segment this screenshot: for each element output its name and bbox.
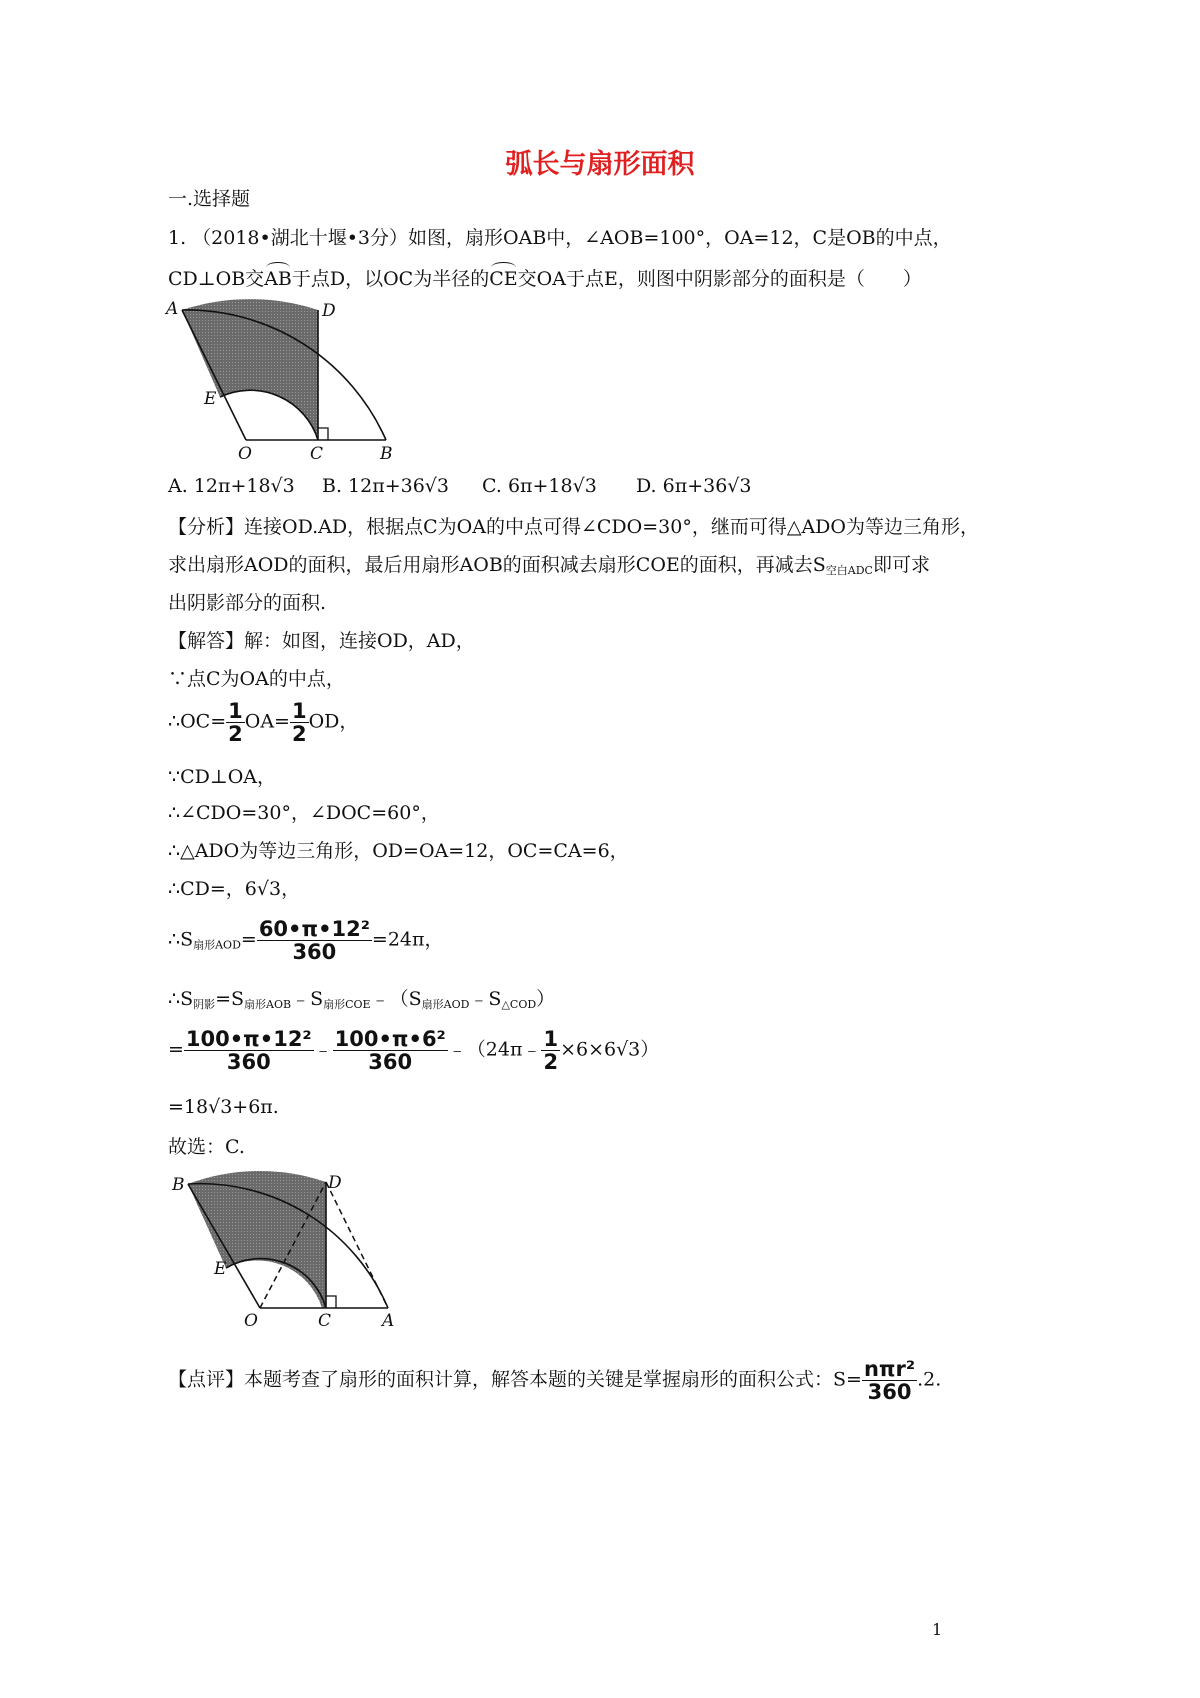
step7-s: ∴S <box>168 928 194 951</box>
fraction-sector-coe <box>333 1028 448 1073</box>
comment-text: 【点评】本题考查了扇形的面积计算，解答本题的关键是掌握扇形的面积公式：S= <box>168 1368 862 1391</box>
comment-line <box>168 1358 941 1403</box>
fraction-num: 100•π•12² <box>185 1027 312 1051</box>
fraction-den: 360 <box>368 1050 413 1074</box>
step7-eq: = <box>240 928 257 951</box>
analysis-line-3: 出阴影部分的面积. <box>168 592 327 614</box>
s8-b: =S <box>215 988 245 1010</box>
s8-sub3: 扇形COE <box>323 998 371 1011</box>
solution-step-8 <box>168 986 555 1018</box>
option-c: C. 6π+18√3 <box>482 475 597 497</box>
fraction-num: 100•π•6² <box>334 1027 446 1051</box>
step7-subscript: 扇形AOD <box>193 938 241 952</box>
label-c: C <box>318 1311 332 1328</box>
analysis-text-b: 即可求 <box>872 554 930 576</box>
analysis-line-2 <box>168 552 930 584</box>
fraction-num: 60•π•12² <box>258 917 370 941</box>
question-1-line-1: 1. （2018•湖北十堰•3分）如图，扇形OAB中，∠AOB=100°，OA=12，C是OB的中点， <box>168 227 952 249</box>
option-d: D. 6π+36√3 <box>636 475 752 497</box>
q1-text-c: 交OA于点E，则图中阴影部分的面积是（ ） <box>517 268 922 290</box>
s9-eq: = <box>168 1038 184 1061</box>
option-a: A. 12π+18√3 <box>168 475 295 497</box>
s8-d: ﹣（S <box>370 988 422 1010</box>
figure-1-sector-diagram <box>160 296 420 466</box>
figure-2-solution-diagram <box>166 1168 406 1328</box>
q1-text-b: 于点D，以OC为半径的 <box>291 268 490 290</box>
fraction-den: 360 <box>292 940 337 964</box>
solution-step-10: =18√3+6π. <box>168 1096 279 1118</box>
solution-step-7 <box>168 918 444 963</box>
right-angle-mark <box>318 428 328 440</box>
option-b: B. 12π+36√3 <box>322 475 449 497</box>
arc-ab-label: AB <box>264 268 292 290</box>
label-d: D <box>328 1173 342 1193</box>
fraction-den: 2 <box>228 722 243 746</box>
solution-step-6: ∴CD=，6√3， <box>168 878 301 900</box>
fraction-sector-aod <box>257 918 372 963</box>
label-o: O <box>238 444 252 464</box>
page-title: 弧长与扇形面积 <box>505 149 695 180</box>
s8-c: ﹣S <box>291 988 324 1010</box>
q1-text-a: CD⊥OB交 <box>168 268 265 290</box>
fraction-num: 1 <box>228 699 243 723</box>
label-b: B <box>172 1175 185 1195</box>
label-a: A <box>382 1311 395 1328</box>
fraction-num: nπr² <box>863 1357 916 1381</box>
solution-step-2 <box>168 700 358 745</box>
fraction-num: 1 <box>291 699 307 723</box>
solution-step-1: ∵点C为OA的中点， <box>168 668 345 690</box>
analysis-line-1: 【分析】连接OD.AD，根据点C为OA的中点可得∠CDO=30°，继而可得△ADO为等边三角形， <box>168 516 979 538</box>
fraction-half-2 <box>290 700 309 745</box>
fraction-den: 360 <box>226 1050 271 1074</box>
fraction-num: 1 <box>543 1027 559 1051</box>
s8-sub5: △COD <box>501 998 537 1011</box>
fraction-den: 2 <box>543 1050 559 1074</box>
s8-sub4: 扇形AOD <box>421 998 470 1011</box>
fraction-den: 360 <box>867 1380 912 1404</box>
fraction-area-formula <box>862 1358 917 1403</box>
fraction-half-3 <box>541 1028 560 1073</box>
s9-minus: ﹣ <box>313 1038 333 1061</box>
s8-sub1: 阴影 <box>193 998 216 1011</box>
label-a: A <box>166 299 179 319</box>
label-d: D <box>322 301 336 321</box>
s8-f: ） <box>536 988 556 1010</box>
step2-text-c: OD， <box>308 710 359 733</box>
solution-step-4: ∴∠CDO=30°，∠DOC=60°， <box>168 802 440 824</box>
step2-text-b: OA= <box>244 710 290 733</box>
s9-c: ×6×6√3） <box>560 1038 660 1061</box>
fraction-den: 2 <box>291 722 307 746</box>
step7-result: =24π， <box>371 928 444 951</box>
label-o: O <box>244 1311 258 1328</box>
solution-step-9 <box>168 1028 659 1073</box>
solution-step-3: ∵CD⊥OA， <box>168 766 277 788</box>
s8-sub2: 扇形AOB <box>244 998 292 1011</box>
answer-line: 故选：C. <box>168 1136 245 1158</box>
right-angle-mark <box>326 1296 336 1308</box>
label-e: E <box>214 1259 227 1279</box>
fraction-sector-aob <box>184 1028 314 1073</box>
s8-a: ∴S <box>168 988 194 1010</box>
arc-ce-label: CE <box>489 268 518 290</box>
solution-step-5: ∴△ADO为等边三角形，OD=OA=12，OC=CA=6， <box>168 840 629 862</box>
s9-b: ﹣（24π﹣ <box>447 1038 542 1061</box>
step2-text-a: ∴OC= <box>168 710 227 733</box>
analysis-subscript: 空白ADC <box>825 564 873 577</box>
section-heading: 一.选择题 <box>168 188 251 210</box>
comment-end: .2. <box>917 1368 942 1391</box>
question-1-line-2 <box>168 266 922 292</box>
label-b: B <box>380 444 393 464</box>
label-c: C <box>310 444 324 464</box>
label-e: E <box>204 389 217 409</box>
analysis-text-a: 求出扇形AOD的面积，最后用扇形AOB的面积减去扇形COE的面积，再减去S <box>168 554 826 576</box>
page-number: 1 <box>932 1620 943 1639</box>
solution-heading: 【解答】解：如图，连接OD，AD， <box>168 630 475 652</box>
fraction-half-1 <box>226 700 245 745</box>
s8-e: ﹣S <box>469 988 502 1010</box>
